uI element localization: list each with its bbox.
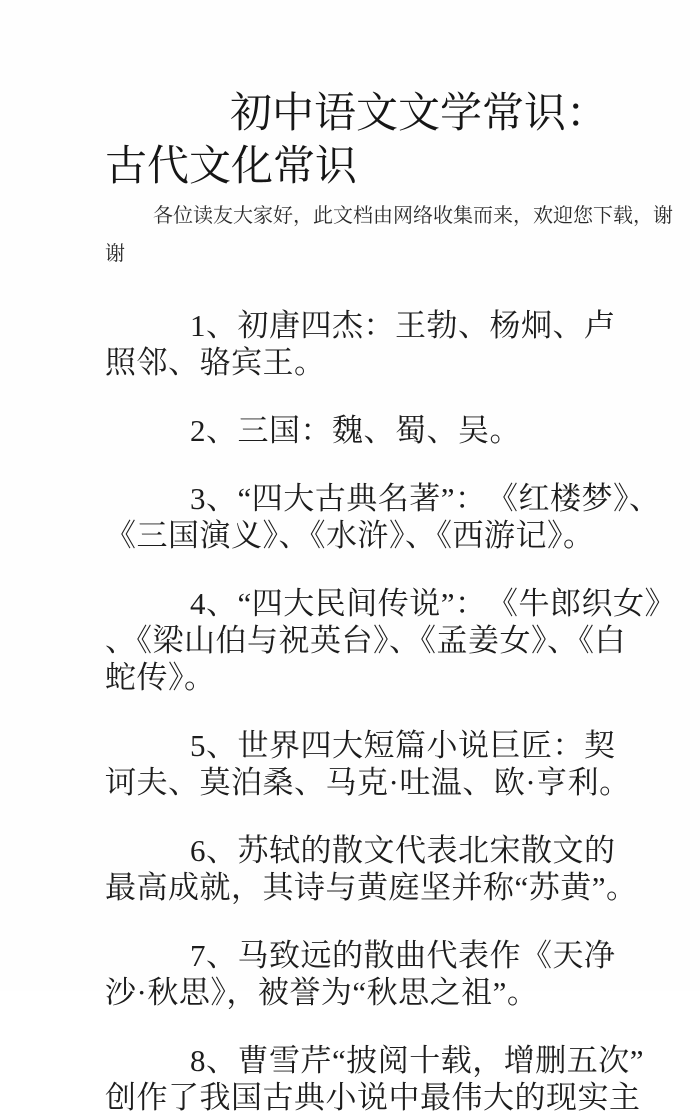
body-line: 、《梁山伯与祝英台》、《孟姜女》、《白	[105, 623, 626, 658]
body-line: 蛇传》。	[105, 660, 216, 695]
body-line: 4、“四大民间传说”： 《牛郎织女》	[190, 586, 677, 621]
body-line: 2、三国：魏、蜀、吴。	[190, 413, 521, 448]
body-line: 诃夫、莫泊桑、马克·吐温、欧·亨利。	[105, 765, 631, 800]
body-line: 6、苏轼的散文代表北宋散文的	[190, 833, 616, 868]
doc-body	[105, 307, 677, 1116]
body-line: 3、“四大古典名著”： 《红楼梦》、	[190, 481, 661, 516]
download-notice	[105, 197, 673, 273]
notice-line: 各位读友大家好，此文档由网络收集而来，欢迎您下载，谢	[153, 205, 673, 227]
body-line: 5、世界四大短篇小说巨匠：契	[190, 728, 616, 763]
body-line: 沙·秋思》，被誉为“秋思之祖”。	[105, 975, 539, 1010]
body-line: 创作了我国古典小说中最伟大的现实主	[105, 1080, 641, 1115]
body-line: 照邻、骆宾王。	[105, 345, 326, 380]
title-line: 古代文化常识	[105, 144, 358, 190]
notice-line: 谢	[105, 243, 125, 265]
body-line: 1、初唐四杰：王勃、杨炯、卢	[190, 308, 616, 343]
title-line: 初中语文文学常识：	[230, 91, 609, 137]
body-line: 最高成就，其诗与黄庭坚并称“苏黄”。	[105, 870, 638, 905]
body-line: 8、曹雪芹“披阅十载，增删五次”	[190, 1043, 645, 1078]
doc-title	[105, 88, 609, 194]
body-line: 《三国演义》、《水浒》、《西游记》。	[105, 518, 595, 553]
body-line: 7、马致远的散曲代表作《天净	[190, 938, 616, 973]
